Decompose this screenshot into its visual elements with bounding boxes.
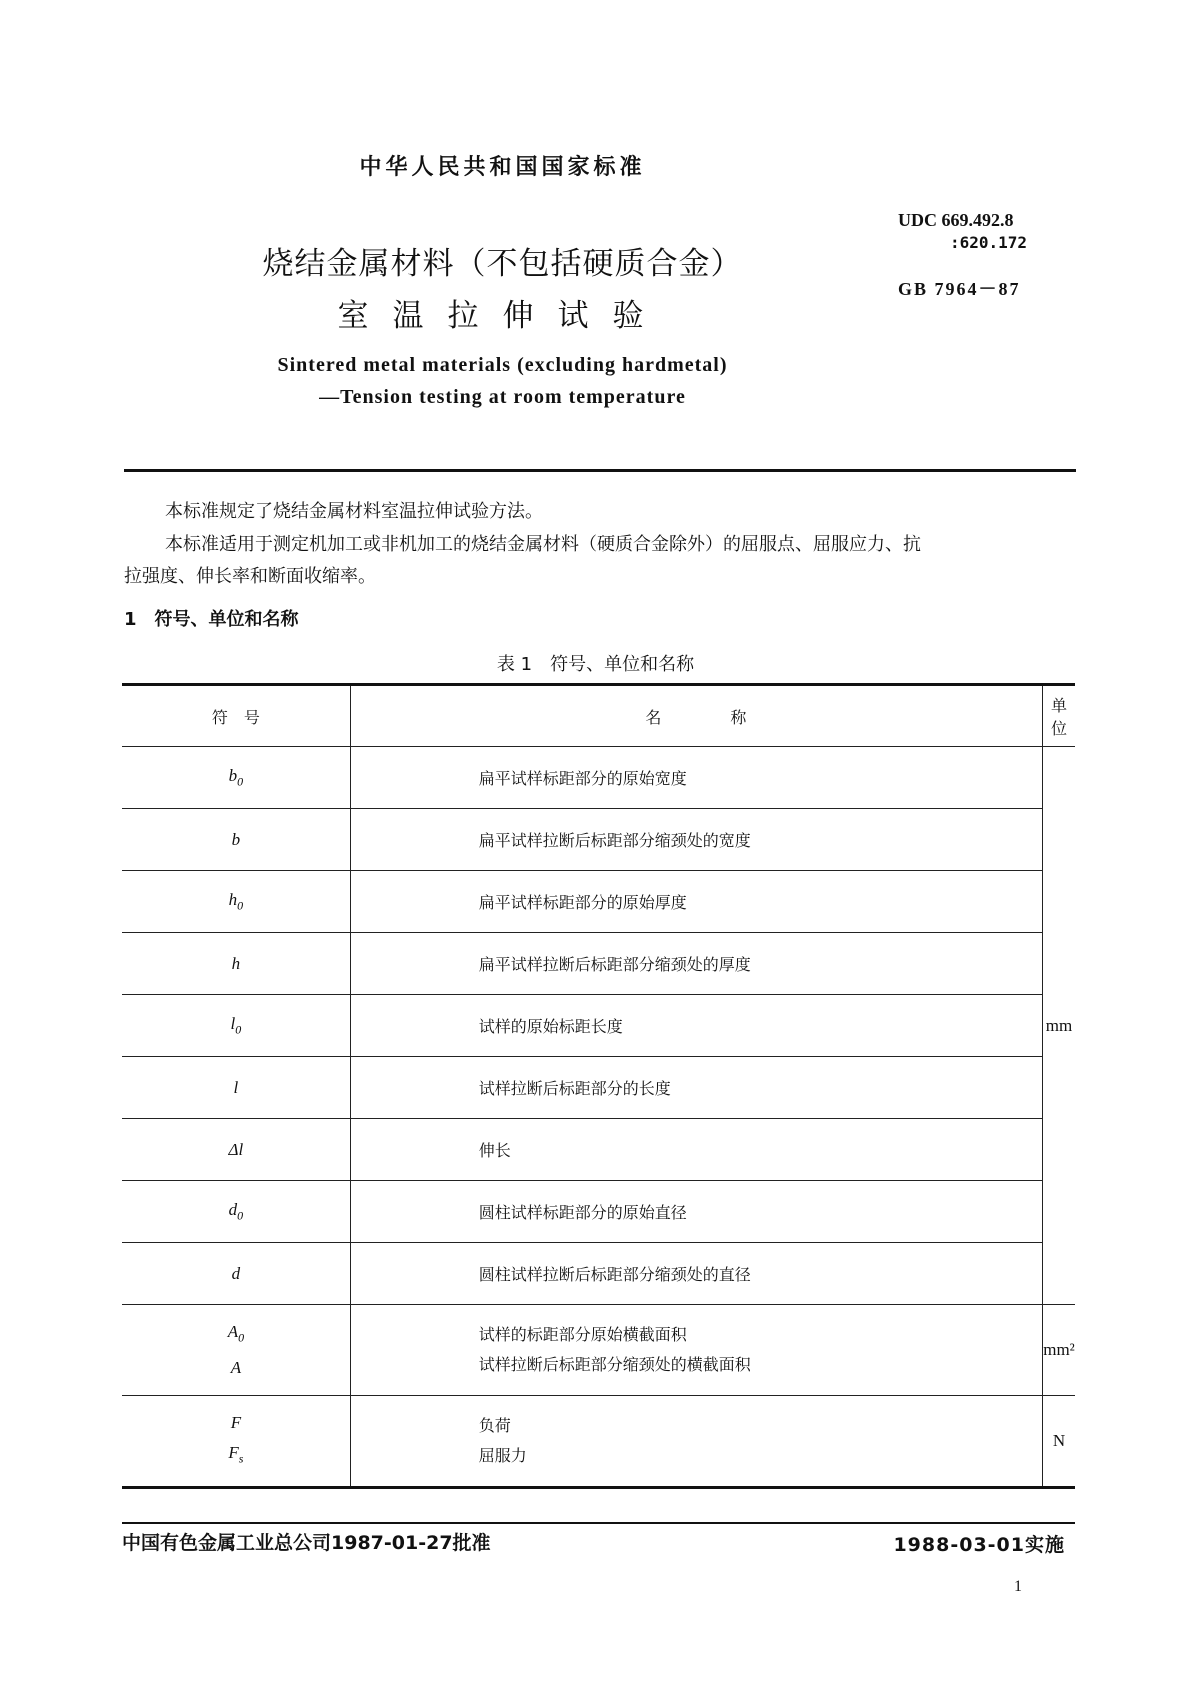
name-cell: 试样的原始标距长度 <box>350 995 1042 1057</box>
table-row <box>122 1057 1075 1119</box>
title-cn-line1: 烧结金属材料（不包括硬质合金） <box>262 246 743 282</box>
section-heading-1: 1 符号、单位和名称 <box>124 609 299 630</box>
gb-code: GB 7964－87 <box>898 279 1021 299</box>
symbols-table <box>122 683 1084 1489</box>
title-cn-line2: 室温拉伸试验 <box>337 298 668 334</box>
table-row <box>122 1181 1075 1243</box>
title-en-line1: Sintered metal materials (excluding hardmetal) <box>277 354 728 376</box>
symbol-cell: b <box>122 809 350 871</box>
page-number: 1 <box>1014 1578 1022 1595</box>
name-cell: 试样拉断后标距部分的长度 <box>350 1057 1042 1119</box>
scope-paragraph-2: 本标准适用于测定机加工或非机加工的烧结金属材料（硬质合金除外）的屈服点、屈服应力、抗 <box>165 534 921 555</box>
udc-code: UDC 669.492.8 <box>898 210 1014 230</box>
table-row <box>122 747 1075 809</box>
name-cell: 试样的标距部分原始横截面积 试样拉断后标距部分缩颈处的横截面积 <box>350 1305 1042 1396</box>
symbol-cell: F $F_s$ <box>122 1396 350 1488</box>
table-row-force <box>122 1396 1075 1488</box>
footer-rule <box>122 1522 1075 1524</box>
name-cell: 扁平试样标距部分的原始厚度 <box>350 871 1042 933</box>
table-caption: 表 1 符号、单位和名称 <box>496 654 695 675</box>
approval-statement: 中国有色金属工业总公司1987-01-27批准 <box>122 1532 491 1554</box>
name-cell: 扁平试样拉断后标距部分缩颈处的宽度 <box>350 809 1042 871</box>
header-unit: 单 位 <box>1042 685 1075 747</box>
name-cell: 扁平试样标距部分的原始宽度 <box>350 747 1042 809</box>
name-cell: 圆柱试样拉断后标距部分缩颈处的直径 <box>350 1243 1042 1305</box>
name-cell: 负荷 屈服力 <box>350 1396 1042 1488</box>
header-symbol: 符 号 <box>122 685 350 747</box>
table-row-area <box>122 1305 1075 1396</box>
udc-code-continuation: :620.172 <box>950 233 1028 252</box>
header-name: 名 称 <box>350 685 1042 747</box>
unit-cell-n: N <box>1042 1396 1075 1488</box>
symbol-cell: $b_0$ <box>122 747 350 809</box>
table-row <box>122 1119 1075 1181</box>
scope-paragraph-1: 本标准规定了烧结金属材料室温拉伸试验方法。 <box>165 501 543 522</box>
name-cell: 扁平试样拉断后标距部分缩颈处的厚度 <box>350 933 1042 995</box>
symbol-cell: h <box>122 933 350 995</box>
scope-paragraph-2-continued: 拉强度、伸长率和断面收缩率。 <box>124 566 376 587</box>
unit-cell-mm2: mm² <box>1042 1305 1075 1396</box>
symbol-cell: l <box>122 1057 350 1119</box>
symbol-cell: d <box>122 1243 350 1305</box>
unit-cell-mm: mm <box>1042 747 1075 1305</box>
table-row <box>122 809 1075 871</box>
table-row <box>122 995 1075 1057</box>
national-standard-heading: 中华人民共和国国家标准 <box>359 155 646 180</box>
header-rule <box>124 469 1076 472</box>
table-header-row <box>122 685 1075 747</box>
symbol-cell: $l_0$ <box>122 995 350 1057</box>
effective-date: 1988-03-01实施 <box>893 1534 1065 1556</box>
symbol-cell: Δl <box>122 1119 350 1181</box>
symbol-cell: $A_0$ A <box>122 1305 350 1396</box>
table-row <box>122 1243 1075 1305</box>
name-cell: 伸长 <box>350 1119 1042 1181</box>
title-en-line2: —Tension testing at room temperature <box>319 386 686 408</box>
table-row <box>122 933 1075 995</box>
table-row <box>122 871 1075 933</box>
symbol-cell: $d_0$ <box>122 1181 350 1243</box>
symbol-cell: $h_0$ <box>122 871 350 933</box>
name-cell: 圆柱试样标距部分的原始直径 <box>350 1181 1042 1243</box>
